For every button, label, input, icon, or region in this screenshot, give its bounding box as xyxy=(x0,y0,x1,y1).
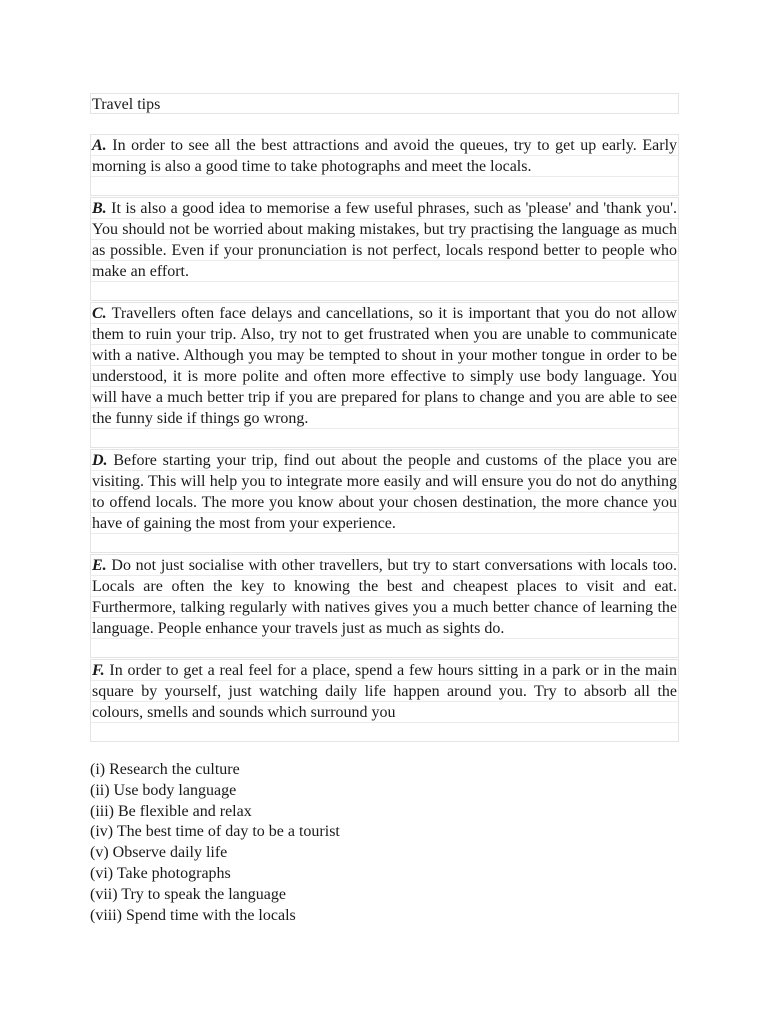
heading-option: (iv) The best time of day to be a tourist xyxy=(90,823,340,841)
paragraph-letter: F. xyxy=(92,662,105,679)
document-title: Travel tips xyxy=(90,93,679,114)
paragraph-letter: A. xyxy=(92,137,107,154)
paragraph-b xyxy=(90,197,679,301)
paragraph-e xyxy=(90,554,679,658)
heading-option: (v) Observe daily life xyxy=(90,844,228,862)
paragraph-c xyxy=(90,302,679,448)
paragraph-letter: E. xyxy=(92,557,107,574)
document-page xyxy=(90,93,679,926)
paragraph-letter: C. xyxy=(92,305,107,322)
paragraph-text: Before starting your trip, find out about the people and customs of the place you are visiting. This will help you to integrate more easily and will ensure you do not do anything to offend locals. The more you know about your chosen destination, the more chance you have of gaining the most from your experience. xyxy=(92,452,678,532)
paragraph-f xyxy=(90,659,679,742)
heading-option: (vii) Try to speak the language xyxy=(90,885,286,903)
paragraph-text: In order to get a real feel for a place, spend a few hours sitting in a park or in the main square by yourself, just watching daily life happen around you. Try to absorb all the colours, smells and sounds which surround you xyxy=(92,662,678,721)
heading-option: (i) Research the culture xyxy=(90,761,240,778)
paragraph-letter: D. xyxy=(92,452,108,469)
heading-option: (ii) Use body language xyxy=(90,781,237,799)
headings-list xyxy=(90,760,679,926)
paragraph-text: Travellers often face delays and cancellations, so it is important that you do not allow them to ruin your trip. Also, try not to get frustrated when you are unable to communicate with a native. Although you may be tempted to shout in your mother tongue in order to be understood, it is more polite and often more effective to simply use body language. You will have a much better trip if you are prepared for plans to change and you are able to see the funny side if things go wrong. xyxy=(92,305,677,427)
heading-option: (vi) Take photographs xyxy=(90,864,231,882)
paragraph-text: In order to see all the best attractions and avoid the queues, try to get up early. Early morning is also a good time to take photographs and meet the locals. xyxy=(92,137,678,175)
paragraph-letter: B. xyxy=(92,200,107,217)
heading-option: (iii) Be flexible and relax xyxy=(90,802,252,820)
paragraph-d xyxy=(90,449,679,553)
paragraph-a xyxy=(90,134,679,196)
paragraph-text: Do not just socialise with other travellers, but try to start conversations with locals too. Locals are often the key to knowing the best and cheapest places to visit and eat. Furthermore, talking regularly with natives gives you a much better chance of learning the language. People enhance your travels just as much as sights do. xyxy=(92,557,678,637)
paragraph-text: It is also a good idea to memorise a few useful phrases, such as 'please' and 'thank you'. You should not be worried about making mistakes, but try practising the language as much as possible. Even if your pronunciation is not perfect, locals respond better to people who make an effort. xyxy=(92,200,677,280)
heading-option: (viii) Spend time with the locals xyxy=(90,906,296,924)
